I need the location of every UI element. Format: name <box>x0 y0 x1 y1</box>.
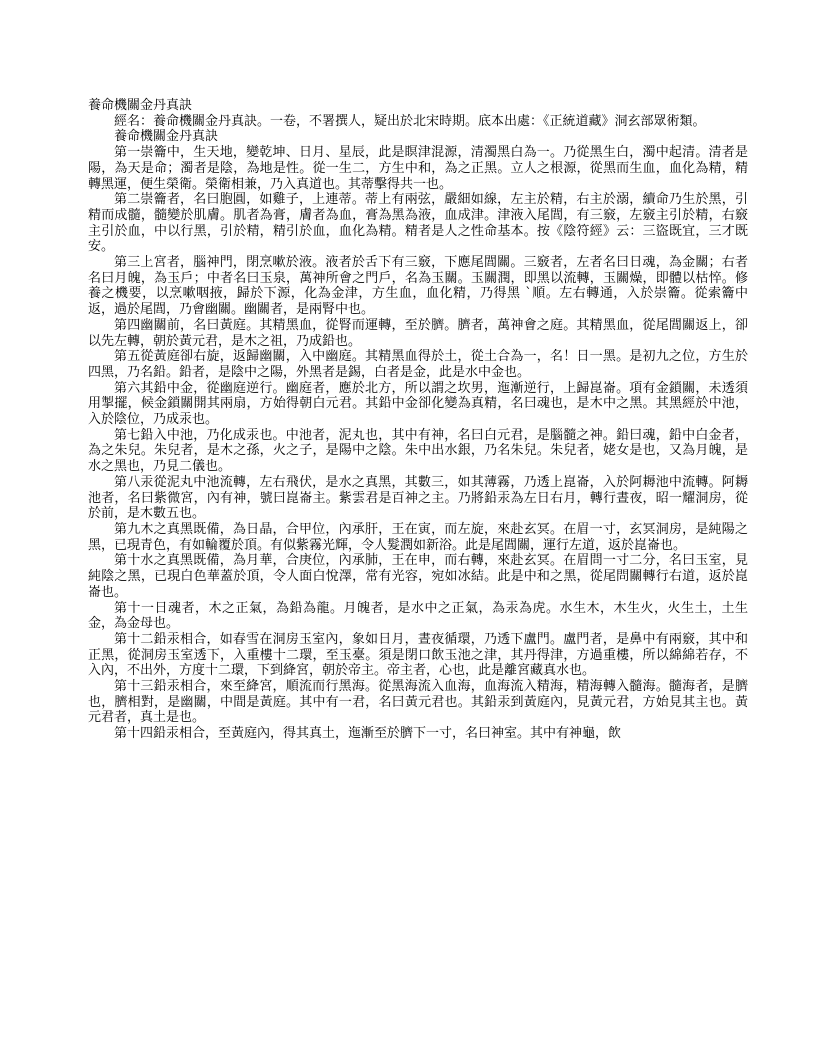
section-paragraph-14: 第十四鉛汞相合，至黃庭內，得其真土，迤漸至於臍下一寸，名曰神室。其中有神龜，飲 <box>114 726 622 742</box>
document-inner-title: 養命機關金丹真訣 <box>114 129 219 145</box>
section-paragraph-03: 第三上宮者，腦神門，閉烹嗽於液。液者於舌下有三竅，下應尾閭關。三竅者，左者名曰日魂，為金關；右者名曰月魄，為玉戶；中者名曰玉泉，萬神所會之門戶，名為玉關。玉關潤，即黑以流轉，玉關燥，即體以枯悴。修養之機要，以烹嗽咽掖，歸於下源，化為金津，方生血，血化精，乃得黑 ˋ順。左右轉通，入於崇籥。從索籥中返，過於尾閭，乃會幽關。幽關者，是兩腎中也。 <box>88 255 748 318</box>
section-paragraph-06: 第六其鉛中金，從幽庭逆行。幽庭者，應於北方，所以謂之坎男，迤漸逆行，上歸崑崙。項有金鎖關，未透須用掣擺，候金鎖關開其兩扇，方始得朝白元君。其鉛中金卻化變為真精，名曰魂也，是木中之黑。其黑經於中池，入於陰位，乃成汞也。 <box>88 380 748 428</box>
section-paragraph-09: 第九木之真黑既備，為日晶，合甲位，內承肝，王在寅，而左旋，來赴玄冥。在眉一寸，玄冥洞房，是純陽之黑，已現青色，有如輪覆於頂。有似紫霧光輝，令人髮潤如新浴。此是尾閭關，運行左道，返於崑崙也。 <box>88 521 748 553</box>
section-paragraph-07: 第七鉛入中池，乃化成汞也。中池者，泥丸也，其中有神，名曰白元君，是腦髓之神。鉛曰魂，鉛中白金者，為之朱兒。朱兒者，是木之孫，火之子，是陽中之陰。朱中出水銀，乃名朱兒。朱兒者，姥女是也，又為月魄，是水之黑也，乃見二儀也。 <box>88 427 748 475</box>
section-paragraph-11: 第十一日魂者，木之正氣，為鉛為龍。月魄者，是水中之正氣，為汞為虎。水生木，木生火，火生土，土生金，為金母也。 <box>88 600 748 632</box>
section-paragraph-10: 第十水之真黑既備，為月華，合庚位，內承肺，王在申，而右轉，來赴玄冥。在眉問一寸二分，名曰玉室，見純陰之黑，已現白色華蓋於頂，令人面白悅澤，常有光容，宛如冰結。此是中和之黑，從尾問關轉行右道，返於崑崙也。 <box>88 553 748 600</box>
section-paragraph-12: 第十二鉛汞相合，如春雪在洞房玉室內，象如日月，晝夜循環，乃透下盧門。盧門者，是鼻中有兩竅，其中和正黑，從洞房玉室透下，入重樓十二環，至玉臺。須是閉口飲玉池之津，其丹得津，方過重樓，所以綿綿若存，不入內，不出外，方度十二環，下到絳宮，朝於帝主。帝主者，心也，此是離宮藏真水也。 <box>88 631 748 679</box>
section-paragraph-05: 第五從黃庭卻右旋，返歸幽關，入中幽庭。其精黑血得於土，從土合為一，名！日一黑。是初九之位，方生於四黑，乃名鉛。鉛者，是陰中之陽，外黑者是錫，白者是金，此是水中金也。 <box>88 349 748 380</box>
document-heading-title: 養命機關金丹真訣 <box>88 98 193 113</box>
scripture-info-paragraph: 經名：養命機關金丹真訣。一卷，不署撰人，疑出於北宋時期。底本出處：《正統道藏》洞玄部眾術類。 <box>114 113 706 129</box>
section-paragraph-08: 第八汞從泥丸中池流轉，左右飛伏，是水之真黑，其數三，如其薄霧，乃透上崑崙，入於阿耨池中流轉。阿耨池者，名曰紫微宮，內有神，號曰崑崙主。紫雲君是百神之主。乃將鉛汞為左日右月，轉行晝夜，昭一耀洞房，從於前，是木數五也。 <box>88 474 748 522</box>
section-paragraph-04: 第四幽關前，名曰黃庭。其精黑血，從腎而運轉，至於臍。臍者，萬神會之庭。其精黑血，從尾閭關返上，卻以先左轉，朝於黃元君，是木之祖，乃成鉛也。 <box>88 317 748 349</box>
document-text-body <box>88 98 748 742</box>
section-paragraph-01: 第一崇籥中，生天地，變乾坤、日月、星辰，此是瞑津混源，清濁黑白為一。乃從黑生白，濁中起清。清者是陽，為天是命；濁者是陰，為地是性。從一生二，方生中和，為之正黑。立人之根源，從黑而生血，血化為精，精轉黑運，便生榮衛。榮衛相兼，乃入真道也。其蒂擊得共一也。 <box>88 145 748 192</box>
section-paragraph-13: 第十三鉛汞相合，來至絳宮，順流而行黑海。從黑海流入血海，血海流入精海，精海轉入髓海。髓海者，是臍也，臍相對，是幽關，中間是黃庭。其中有一君，名曰黃元君也。其鉛汞到黃庭內，見黃元君，方始見其主也。黃元君者，真土是也。 <box>88 679 748 726</box>
section-paragraph-02: 第二崇籥者，名曰胞圓，如雞子，上連蒂。蒂上有兩弦，嚴細如線，左主於精，右主於溺，續命乃生於黑，引精而成髓，髓變於肌膚。肌者為膏，膚者為血，膏為黑為液，血成津。津液入尾閭，有三竅，左竅主引於精，右竅主引於血，中以行黑，引於精，精引於血，血化為精。精者是人之性命基本。按《陰符經》云：三盜既宜，三才既安。 <box>88 192 748 255</box>
